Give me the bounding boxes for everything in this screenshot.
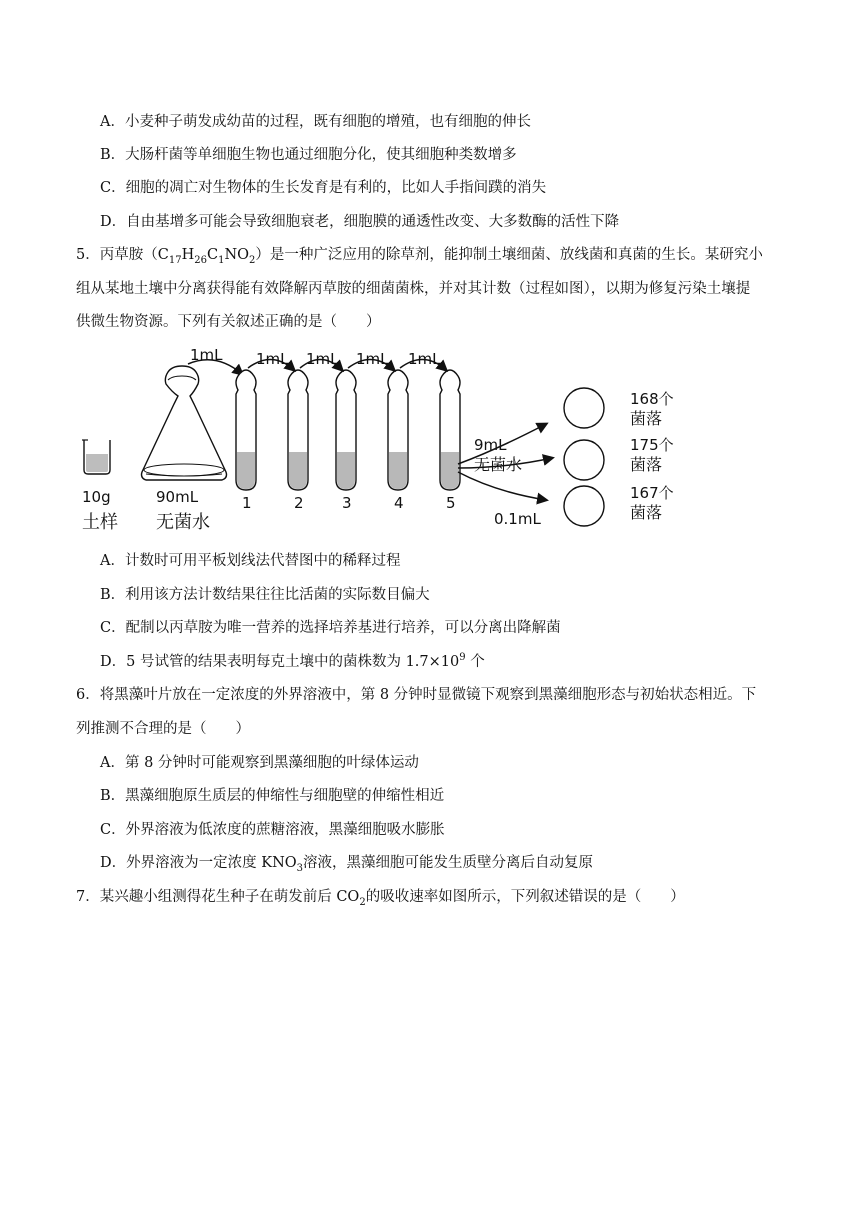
plating-arrow-3 <box>458 472 546 500</box>
stem-text: 丙草胺（ <box>99 247 158 263</box>
q6-option-a <box>100 753 419 773</box>
q6-stem-line1 <box>76 685 756 705</box>
option-text: 利用该方法计数结果往往比活菌的实际数目偏大 <box>125 587 430 603</box>
option-letter: B． <box>100 147 126 163</box>
stem-text: 将黑藻叶片放在一定浓度的外界溶液中，第 8 分钟时显微镜下观察到黑藻细胞形态与初始状态相近。下 <box>99 687 757 703</box>
plate-2-count: 175个 <box>630 436 674 454</box>
soil-label: 土样 <box>82 512 118 533</box>
tube-number-4: 4 <box>394 494 404 512</box>
test-tube-3 <box>336 370 356 490</box>
tube-number-5: 5 <box>446 494 456 512</box>
q6-option-c <box>100 820 445 840</box>
test-tube-5 <box>440 370 460 490</box>
option-text: 配制以丙草胺为唯一营养的选择培养基进行培养，可以分离出降解菌 <box>125 620 561 636</box>
stem-text: ）是一种广泛应用的除草剂，能抑制土壤细菌、放线菌和真菌的生长。某研究小 <box>255 247 763 263</box>
tube-number-3: 3 <box>342 494 352 512</box>
option-letter: A． <box>100 755 125 771</box>
q5-stem-line2: 组从某地土壤中分离获得能有效降解丙草胺的细菌菌株，并对其计数（过程如图），以期为修复污染土壤提 <box>76 281 751 297</box>
q4-option-b <box>100 145 517 165</box>
plate-1-label: 菌落 <box>630 409 663 428</box>
plating-volume-label: 0.1mL <box>494 510 541 528</box>
option-text: 外界溶液为一定浓度 KNO <box>126 855 297 871</box>
test-tubes <box>236 370 460 490</box>
flask-volume-label: 90mL <box>156 488 199 506</box>
conical-flask <box>142 366 227 480</box>
tube-water-label: 无菌水 <box>474 455 523 474</box>
option-letter: C． <box>100 620 126 636</box>
q4-option-a <box>100 112 531 132</box>
serial-dilution-diagram <box>76 342 686 540</box>
option-letter: C． <box>100 180 126 196</box>
option-letter: D． <box>100 654 127 670</box>
transfer-label-1: 1mL <box>256 350 289 368</box>
option-letter: B． <box>100 587 126 603</box>
tube-water-volume: 9mL <box>474 436 507 454</box>
q6-stem-line2: 列推测不合理的是（ ） <box>76 721 250 737</box>
transfer-label-flask: 1mL <box>190 346 223 364</box>
soil-beaker <box>82 440 110 474</box>
q5-option-c <box>100 618 561 638</box>
question-number: 7． <box>76 889 100 905</box>
transfer-label-3: 1mL <box>356 350 389 368</box>
q5-stem-line1 <box>76 245 763 265</box>
option-letter: D． <box>100 214 127 230</box>
q7-stem: 7．某兴趣小组测得花生种子在萌发前后 $CO_2$的吸收速率如图所示，下列叙述错误的是（ ） <box>76 889 685 908</box>
option-letter: D． <box>100 855 127 871</box>
test-tube-1 <box>236 370 256 490</box>
option-letter: C． <box>100 822 126 838</box>
q5-option-b <box>100 585 430 605</box>
plate-2-label: 菌落 <box>630 455 663 474</box>
q4-option-d <box>100 212 619 232</box>
option-text: 黑藻细胞原生质层的伸缩性与细胞壁的伸缩性相近 <box>125 788 445 804</box>
petri-plate-1 <box>564 388 604 428</box>
option-letter: B． <box>100 788 126 804</box>
option-text: 大肠杆菌等单细胞生物也通过细胞分化，使其细胞种类数增多 <box>125 147 517 163</box>
q6-option-d: D．外界溶液为一定浓度 $KNO_3$溶液，黑藻细胞可能发生质壁分离后自动复原 <box>100 855 594 874</box>
option-text: 外界溶液为低浓度的蔗糖溶液，黑藻细胞吸水膨胀 <box>125 822 445 838</box>
tube-number-1: 1 <box>242 494 252 512</box>
q5-option-a <box>100 551 400 571</box>
option-text: 第 8 分钟时可能观察到黑藻细胞的叶绿体运动 <box>124 755 419 771</box>
question-number: 6． <box>76 687 100 703</box>
soil-mass-label: 10g <box>82 488 111 506</box>
question-number: 5． <box>76 247 100 263</box>
plate-3-label: 菌落 <box>630 503 663 522</box>
option-text: 细胞的凋亡对生物体的生长发育是有利的，比如人手指间蹼的消失 <box>125 180 547 196</box>
q6-option-b <box>100 786 444 806</box>
test-tube-2 <box>288 370 308 490</box>
q4-option-c <box>100 178 546 198</box>
option-letter: A． <box>100 553 125 569</box>
test-tube-4 <box>388 370 408 490</box>
q5-option-d: D．5 号试管的结果表明每克土壤中的菌株数为 $1.7\times 10^9$ 个 <box>100 652 485 670</box>
plate-1-count: 168个 <box>630 390 674 408</box>
petri-plate-2 <box>564 440 604 480</box>
option-text: 自由基增多可能会导致细胞衰老，细胞膜的通透性改变、大多数酶的活性下降 <box>126 214 620 230</box>
petri-plate-3 <box>564 486 604 526</box>
option-text: 计数时可用平板划线法代替图中的稀释过程 <box>124 553 401 569</box>
option-text: 小麦种子萌发成幼苗的过程，既有细胞的增殖，也有细胞的伸长 <box>124 114 531 130</box>
plate-3-count: 167个 <box>630 484 674 502</box>
option-text: 5 号试管的结果表明每克土壤中的菌株数为 1.7×10 <box>126 654 460 670</box>
transfer-label-4: 1mL <box>408 350 441 368</box>
chemical-formula: $C_{17}H_{26}C_1NO_2$ <box>157 247 256 266</box>
option-letter: A． <box>100 114 125 130</box>
transfer-label-2: 1mL <box>306 350 339 368</box>
flask-water-label: 无菌水 <box>156 512 210 533</box>
tube-number-2: 2 <box>294 494 304 512</box>
q5-stem-line3: 供微生物资源。下列有关叙述正确的是（ ） <box>76 314 381 330</box>
stem-text: 某兴趣小组测得花生种子在萌发前后 CO <box>99 889 360 905</box>
